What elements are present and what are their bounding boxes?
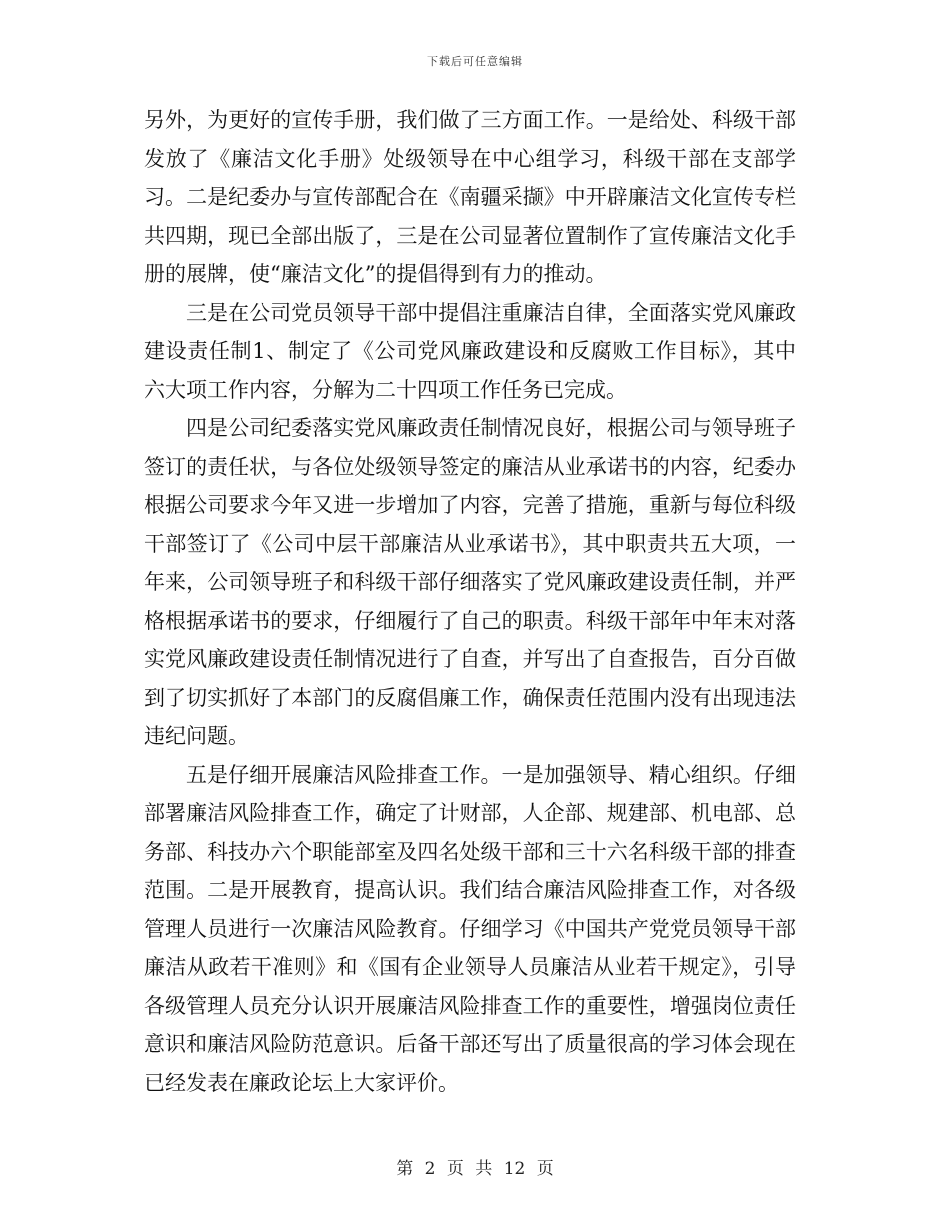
page-header: 下载后可任意编辑 xyxy=(427,55,523,68)
paragraph-1: 另外，为更好的宣传手册，我们做了三方面工作。一是给处、科级干部发放了《廉洁文化手册》处级领导在中心组学习，科级干部在支部学习。二是纪委办与宣传部配合在《南疆采撷》中开辟廉洁文化宣传专栏共四期，现已全部出版了，三是在公司显著位置制作了宣传廉洁文化手册的展牌，使“廉洁文化”的提倡得到有力的推动。 xyxy=(144,108,796,286)
document-body xyxy=(144,101,796,1102)
page-footer: 第 2 页 共 12 页 xyxy=(396,1159,554,1179)
paragraph-4: 五是仔细开展廉洁风险排查工作。一是加强领导、精心组织。仔细部署廉洁风险排查工作，确定了计财部，人企部、规建部、机电部、总务部、科技办六个职能部室及四名处级干部和三十六名科级干部的排查范围。二是开展教育，提高认识。我们结合廉洁风险排查工作，对各级管理人员进行一次廉洁风险教育。仔细学习《中国共产党党员领导干部廉洁从政若干准则》和《国有企业领导人员廉洁从业若干规定》，引导各级管理人员充分认识开展廉洁风险排查工作的重要性，增强岗位责任意识和廉洁风险防范意识。后备干部还写出了质量很高的学习体会现在已经发表在廉政论坛上大家评价。 xyxy=(144,762,796,1095)
paragraph-3: 四是公司纪委落实党风廉政责任制情况良好，根据公司与领导班子签订的责任状，与各位处级领导签定的廉洁从业承诺书的内容，纪委办根据公司要求今年又进一步增加了内容，完善了措施，重新与每位科级干部签订了《公司中层干部廉洁从业承诺书》，其中职责共五大项，一年来，公司领导班子和科级干部仔细落实了党风廉政建设责任制，并严格根据承诺书的要求，仔细履行了自己的职责。科级干部年中年末对落实党风廉政建设责任制情况进行了自查，并写出了自查报告，百分百做到了切实抓好了本部门的反腐倡廉工作，确保责任范围内没有出现违法违纪问题。 xyxy=(144,416,796,748)
paragraph-2: 三是在公司党员领导干部中提倡注重廉洁自律，全面落实党风廉政建设责任制1、制定了《公司党风廉政建设和反腐败工作目标》，其中六大项工作内容，分解为二十四项工作任务已完成。 xyxy=(144,300,796,402)
